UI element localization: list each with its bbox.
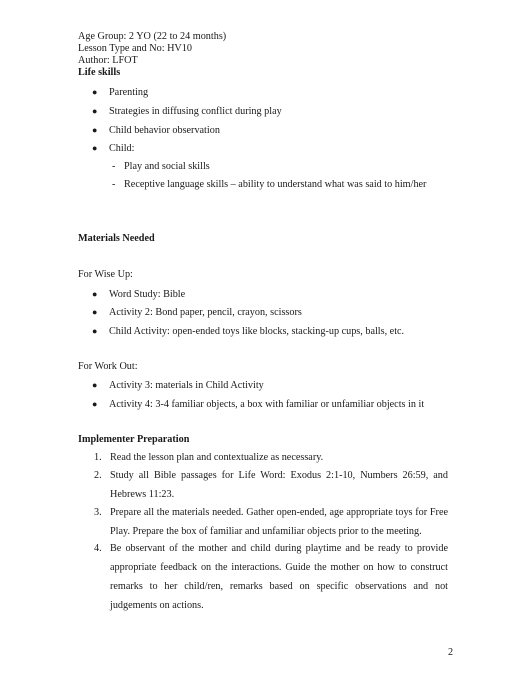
step-line: Study all Bible passages for Life Word: Exodus 2:1-10, Numbers 26:59, and [110,470,448,481]
child-subitem [112,179,426,191]
bullet-icon: ● [92,289,98,299]
life-skill-item [92,86,148,99]
dash-icon: - [112,179,116,190]
child-subitem-text: Receptive language skills – ability to understand what was said to him/her [124,179,427,190]
step-number: 3. [94,507,102,518]
dash-icon: - [112,161,116,172]
step-line: Prepare all the materials needed. Gather open-ended, age appropriate toys for Free [110,507,448,518]
step-line: Be observant of the mother and child during playtime and be ready to provide [110,543,448,554]
life-skill-item [92,142,134,155]
age-group-line: Age Group: 2 YO (22 to 24 months) [78,31,227,42]
life-skill-text: Child: [109,143,135,154]
work-out-label: For Work Out: [78,361,138,372]
bullet-icon: ● [92,143,98,153]
bullet-icon: ● [92,307,98,317]
wise-up-item [92,288,185,301]
life-skill-text: Strategies in diffusing conflict during play [109,106,282,117]
step-line: Play. Prepare the box of familiar and unfamiliar objects prior to the meeting. [110,526,422,537]
child-subitem-text: Play and social skills [124,161,210,172]
author-line: Author: LFOT [78,55,138,66]
bullet-icon: ● [92,106,98,116]
step-text [110,470,448,508]
life-skills-heading: Life skills [78,67,121,78]
life-skill-text: Child behavior observation [109,125,220,136]
wise-up-text: Child Activity: open-ended toys like blocks, stacking-up cups, balls, etc. [109,326,405,337]
preparation-heading: Implementer Preparation [78,434,190,445]
work-out-text: Activity 4: 3-4 familiar objects, a box with familiar or unfamiliar objects in it [109,399,425,410]
bullet-icon: ● [92,125,98,135]
wise-up-label: For Wise Up: [78,269,133,280]
step-text [110,452,448,471]
wise-up-item [92,306,302,319]
step-line: appropriate feedback on the interactions. Guide the mother on how to construct [110,562,448,573]
lesson-line: Lesson Type and No: HV10 [78,43,192,54]
step-line: Hebrews 11:23. [110,489,175,500]
bullet-icon: ● [92,87,98,97]
child-subitem [112,161,210,173]
step-number: 1. [94,452,102,463]
step-text [110,507,448,545]
step-text [110,543,448,619]
wise-up-text: Activity 2: Bond paper, pencil, crayon, scissors [109,307,302,318]
step-number: 4. [94,543,102,554]
bullet-icon: ● [92,326,98,336]
materials-heading: Materials Needed [78,233,155,244]
life-skill-text: Parenting [109,87,149,98]
bullet-icon: ● [92,399,98,409]
bullet-icon: ● [92,380,98,390]
life-skill-item [92,105,282,118]
page-number: 2 [448,647,454,658]
step-line: Read the lesson plan and contextualize as necessary. [110,452,324,463]
work-out-text: Activity 3: materials in Child Activity [109,380,264,391]
work-out-item [92,379,264,392]
work-out-item [92,398,424,411]
step-line: judgements on actions. [110,600,204,611]
step-line: remarks to her child/ren, remarks based on specific observations and not [110,581,448,592]
wise-up-text: Word Study: Bible [109,289,186,300]
life-skill-item [92,124,220,137]
step-number: 2. [94,470,102,481]
wise-up-item [92,325,404,338]
